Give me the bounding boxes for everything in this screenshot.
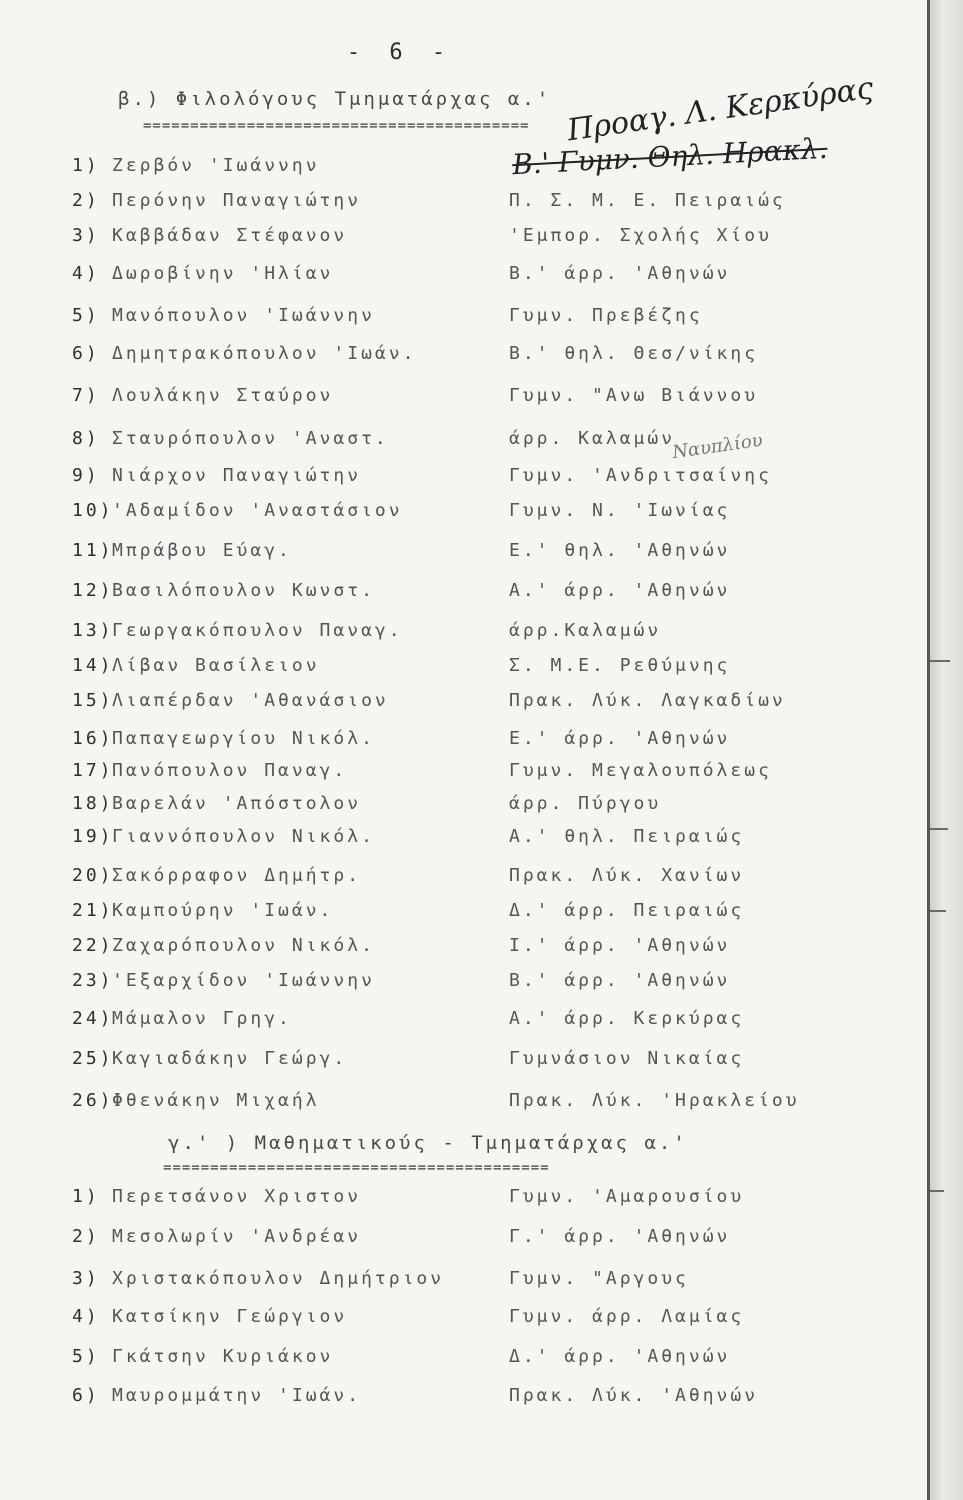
section-b-num: 2) [72,190,100,211]
section-c-school: Γυμν. "Αργους [509,1268,689,1289]
section-b-num: 26) [72,1090,114,1111]
section-b-num: 16) [72,728,114,749]
handwritten-note-line2: Β.' Γυμν. Θηλ. Ηρακλ. [511,131,829,182]
section-b-school: Ι.' άρρ. 'Αθηνών [509,935,731,956]
section-b-row [72,305,872,335]
section-b-num: 23) [72,970,114,991]
section-b-row [72,793,872,823]
section-c-num: 1) [72,1186,100,1207]
section-b-name: Σταυρόπουλον 'Αναστ. [112,428,389,449]
section-b-school: Α.' άρρ. 'Αθηνών [509,580,731,601]
section-b-row [72,263,872,293]
section-b-name: Ζερβόν 'Ιωάννην [112,155,320,176]
section-b-name: Μανόπουλον 'Ιωάννην [112,305,375,326]
section-b-name: Καγιαδάκην Γεώργ. [112,1048,348,1069]
section-b-name: Γεωργακόπουλον Παναγ. [112,620,403,641]
section-b-row [72,500,872,530]
section-b-name: Λουλάκην Σταύρον [112,385,334,406]
section-c-row [72,1306,872,1336]
section-b-school: Γυμν. 'Ανδριτσαίνης [509,465,772,486]
section-b-name: Φθενάκην Μιχαήλ [112,1090,320,1111]
section-b-num: 6) [72,343,100,364]
section-b-num: 17) [72,760,114,781]
section-c-name: Γκάτσην Κυριάκον [112,1346,334,1367]
section-b-num: 20) [72,865,114,886]
section-c-name: Μαυρομμάτην 'Ιωάν. [112,1385,362,1406]
section-b-school: Πρακ. Λύκ. Λαγκαδίων [509,690,786,711]
section-c-name: Μεσολωρίν 'Ανδρέαν [112,1226,362,1247]
section-b-num: 22) [72,935,114,956]
section-b-name: Λιαπέρδαν 'Αθανάσιον [112,690,389,711]
section-b-num: 15) [72,690,114,711]
section-b-name: Παπαγεωργίου Νικόλ. [112,728,375,749]
section-b-name: Γιαννόπουλον Νικόλ. [112,826,375,847]
section-b-school: Π. Σ. Μ. Ε. Πειραιώς [509,190,786,211]
section-b-num: 10) [72,500,114,521]
section-b-num: 7) [72,385,100,406]
section-b-school: Γυμν. "Ανω Βιάννου [509,385,759,406]
section-c-name: Περετσάνον Χριστον [112,1186,362,1207]
section-b-row [72,343,872,373]
section-b-school: Γυμν. Μεγαλουπόλεως [509,760,772,781]
section-b-row [72,690,872,720]
section-b-row [72,465,872,495]
section-b-row [72,865,872,895]
section-b-school: Ε.' θηλ. 'Αθηνών [509,540,731,561]
section-b-row [72,190,872,220]
section-b-row [72,385,872,415]
section-c-num: 4) [72,1306,100,1327]
section-c-row [72,1268,872,1298]
section-b-name: 'Εξαρχίδον 'Ιωάννην [112,970,375,991]
section-b-row [72,728,872,758]
handwritten-note-line1: Προαγ. Λ. Κερκύρας [565,70,876,149]
section-b-name: Περόνην Παναγιώτην [112,190,362,211]
section-b-num: 24) [72,1008,114,1029]
section-b-name: Νιάρχον Παναγιώτην [112,465,362,486]
section-b-num: 13) [72,620,114,641]
section-c-school: Γυμν. 'Αμαρουσίου [509,1186,745,1207]
section-b-name: Σακόρραφον Δημήτρ. [112,865,362,886]
section-b-name: Δημητρακόπουλον 'Ιωάν. [112,343,417,364]
section-b-school: Γυμν. Ν. 'Ιωνίας [509,500,731,521]
section-c-underline: ========================================= [163,1160,550,1176]
section-b-school: Β.' θηλ. Θεσ/νίκης [509,343,759,364]
section-b-name: Καμπούρην 'Ιωάν. [112,900,334,921]
section-b-row [72,620,872,650]
section-b-school: Δ.' άρρ. Πειραιώς [509,900,745,921]
section-b-school: Πρακ. Λύκ. Χανίων [509,865,745,886]
section-b-heading: β.) Φιλολόγους Τμηματάρχας α.' [118,88,552,110]
section-c-row [72,1385,872,1415]
section-c-row [72,1226,872,1256]
section-b-num: 14) [72,655,114,676]
section-b-school: Α.' άρρ. Κερκύρας [509,1008,745,1029]
section-b-name: Βαρελάν 'Απόστολον [112,793,362,814]
section-c-num: 2) [72,1226,100,1247]
section-c-row [72,1186,872,1216]
section-c-school: Γυμν. άρρ. Λαμίας [509,1306,745,1327]
section-b-num: 9) [72,465,100,486]
section-b-school: Γυμν. Πρεβέζης [509,305,703,326]
section-b-row [72,1048,872,1078]
section-c-num: 5) [72,1346,100,1367]
section-b-name: 'Αδαμίδον 'Αναστάσιον [112,500,403,521]
section-b-num: 18) [72,793,114,814]
section-c-num: 3) [72,1268,100,1289]
section-b-school: Β.' άρρ. 'Αθηνών [509,263,731,284]
section-b-school: Πρακ. Λύκ. 'Ηρακλείου [509,1090,800,1111]
section-b-num: 12) [72,580,114,601]
section-b-num: 11) [72,540,114,561]
section-b-school: 'Εμπορ. Σχολής Χίου [509,225,772,246]
section-b-school: άρρ. Καλαμών [509,428,676,449]
section-b-row [72,1090,872,1120]
section-c-num: 6) [72,1385,100,1406]
section-b-name: Λίβαν Βασίλειον [112,655,320,676]
section-b-row [72,970,872,1000]
handwritten-note-nafpliou: Ναυπλίου [670,429,764,464]
section-c-school: Γ.' άρρ. 'Αθηνών [509,1226,731,1247]
section-c-school: Δ.' άρρ. 'Αθηνών [509,1346,731,1367]
section-c-school: Πρακ. Λύκ. 'Αθηνών [509,1385,759,1406]
section-b-row [72,826,872,856]
section-b-num: 21) [72,900,114,921]
section-b-num: 5) [72,305,100,326]
section-b-row [72,540,872,570]
section-b-school: Ε.' άρρ. 'Αθηνών [509,728,731,749]
section-b-school: Β.' άρρ. 'Αθηνών [509,970,731,991]
section-c-name: Χριστακόπουλον Δημήτριον [112,1268,445,1289]
section-b-name: Μπράβου Εύαγ. [112,540,292,561]
section-b-num: 19) [72,826,114,847]
binding-edge [930,0,963,1500]
section-b-row [72,580,872,610]
section-b-row [72,935,872,965]
section-b-num: 3) [72,225,100,246]
section-b-num: 1) [72,155,100,176]
section-b-name: Βασιλόπουλον Κωνστ. [112,580,375,601]
section-b-num: 25) [72,1048,114,1069]
section-b-row [72,155,872,185]
section-b-name: Πανόπουλον Παναγ. [112,760,348,781]
section-b-underline: ========================================= [143,118,530,134]
section-b-school: Γυμνάσιον Νικαίας [509,1048,745,1069]
section-b-row [72,225,872,255]
page-number: - 6 - [346,40,454,65]
section-b-row [72,760,872,790]
section-b-school: Σ. Μ.Ε. Ρεθύμνης [509,655,731,676]
section-c-row [72,1346,872,1376]
section-b-school: άρρ.Καλαμών [509,620,662,641]
section-b-name: Ζαχαρόπουλον Νικόλ. [112,935,375,956]
section-c-heading: γ.' ) Μαθηματικούς - Τμηματάρχας α.' [168,1132,688,1154]
section-b-school: άρρ. Πύργου [509,793,662,814]
section-b-row [72,655,872,685]
section-b-num: 4) [72,263,100,284]
section-b-school: Α.' θηλ. Πειραιώς [509,826,745,847]
section-b-row [72,1008,872,1038]
section-b-row [72,900,872,930]
section-b-row [72,428,872,458]
section-b-name: Μάμαλον Γρηγ. [112,1008,292,1029]
section-b-name: Δωροβίνην 'Ηλίαν [112,263,334,284]
section-c-name: Κατσίκην Γεώργιον [112,1306,348,1327]
section-b-name: Καββάδαν Στέφανον [112,225,348,246]
section-b-num: 8) [72,428,100,449]
